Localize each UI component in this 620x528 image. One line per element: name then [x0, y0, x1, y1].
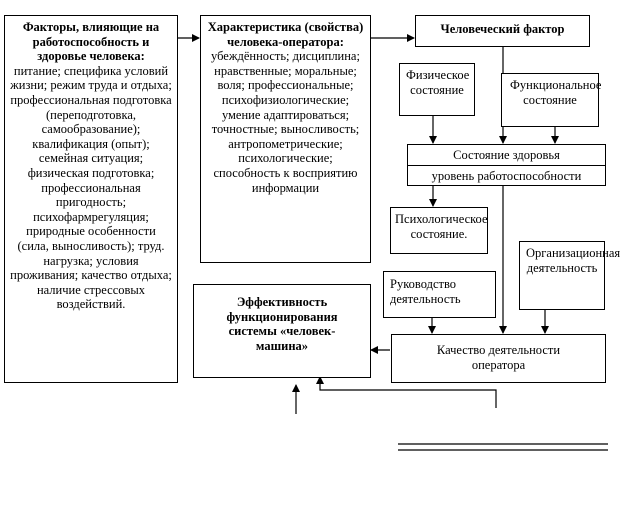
functional-state-box: [501, 73, 602, 127]
health-box: [407, 144, 606, 186]
human-factor-box: [415, 15, 590, 47]
characteristics-box: [200, 15, 371, 263]
quality-box: [391, 334, 606, 383]
characteristics-title: Характеристика (свойства) человека-оператора:: [207, 20, 364, 49]
functional-state-label: Функциональное состояние: [510, 78, 602, 107]
human-factor-label: Человеческий фактор: [440, 22, 565, 36]
management-box: [383, 271, 496, 318]
psych-state-box: [390, 207, 488, 254]
efficiency-box: [193, 284, 371, 378]
physical-state-label: Физическое состояние: [406, 68, 470, 97]
characteristics-body: убеждённость; дисциплина; нравственные; моральные; воля; профессиональные; психофизиологические; умение адаптироваться; точностные; выносливость; антропометрические; психологические; способность к восприятию информации: [211, 49, 360, 195]
psych-state-label: Психологическое состояние.: [395, 212, 488, 241]
work-capacity-label: уровень работоспособности: [431, 169, 582, 183]
factors-body: питание; специфика условий жизни; режим труда и отдыха; профессиональная подготовка (переподготовка, самообразование); квалификация (опыт); семейная ситуация; физическая подготовка; профессиональная пригодность; психофармрегуляция; природные особенности (сила, выносливость); труд. нагрузка; условия проживания; качество отдыха; наличие стрессовых воздействий.: [10, 63, 172, 312]
org-activity-label: Организационная деятельность: [526, 246, 620, 275]
org-activity-box: [519, 241, 620, 310]
efficiency-label: Эффективность функционирования системы «человек-машина»: [226, 295, 338, 353]
health-state-label: Состояние здоровья: [408, 145, 605, 166]
management-label: Руководство деятельность: [390, 277, 461, 306]
quality-label: Качество деятельности оператора: [436, 343, 561, 372]
physical-state-box: [399, 63, 475, 116]
factors-title: Факторы, влияющие на работоспособность и здоровье человека:: [22, 20, 160, 64]
factors-box: [4, 15, 178, 383]
